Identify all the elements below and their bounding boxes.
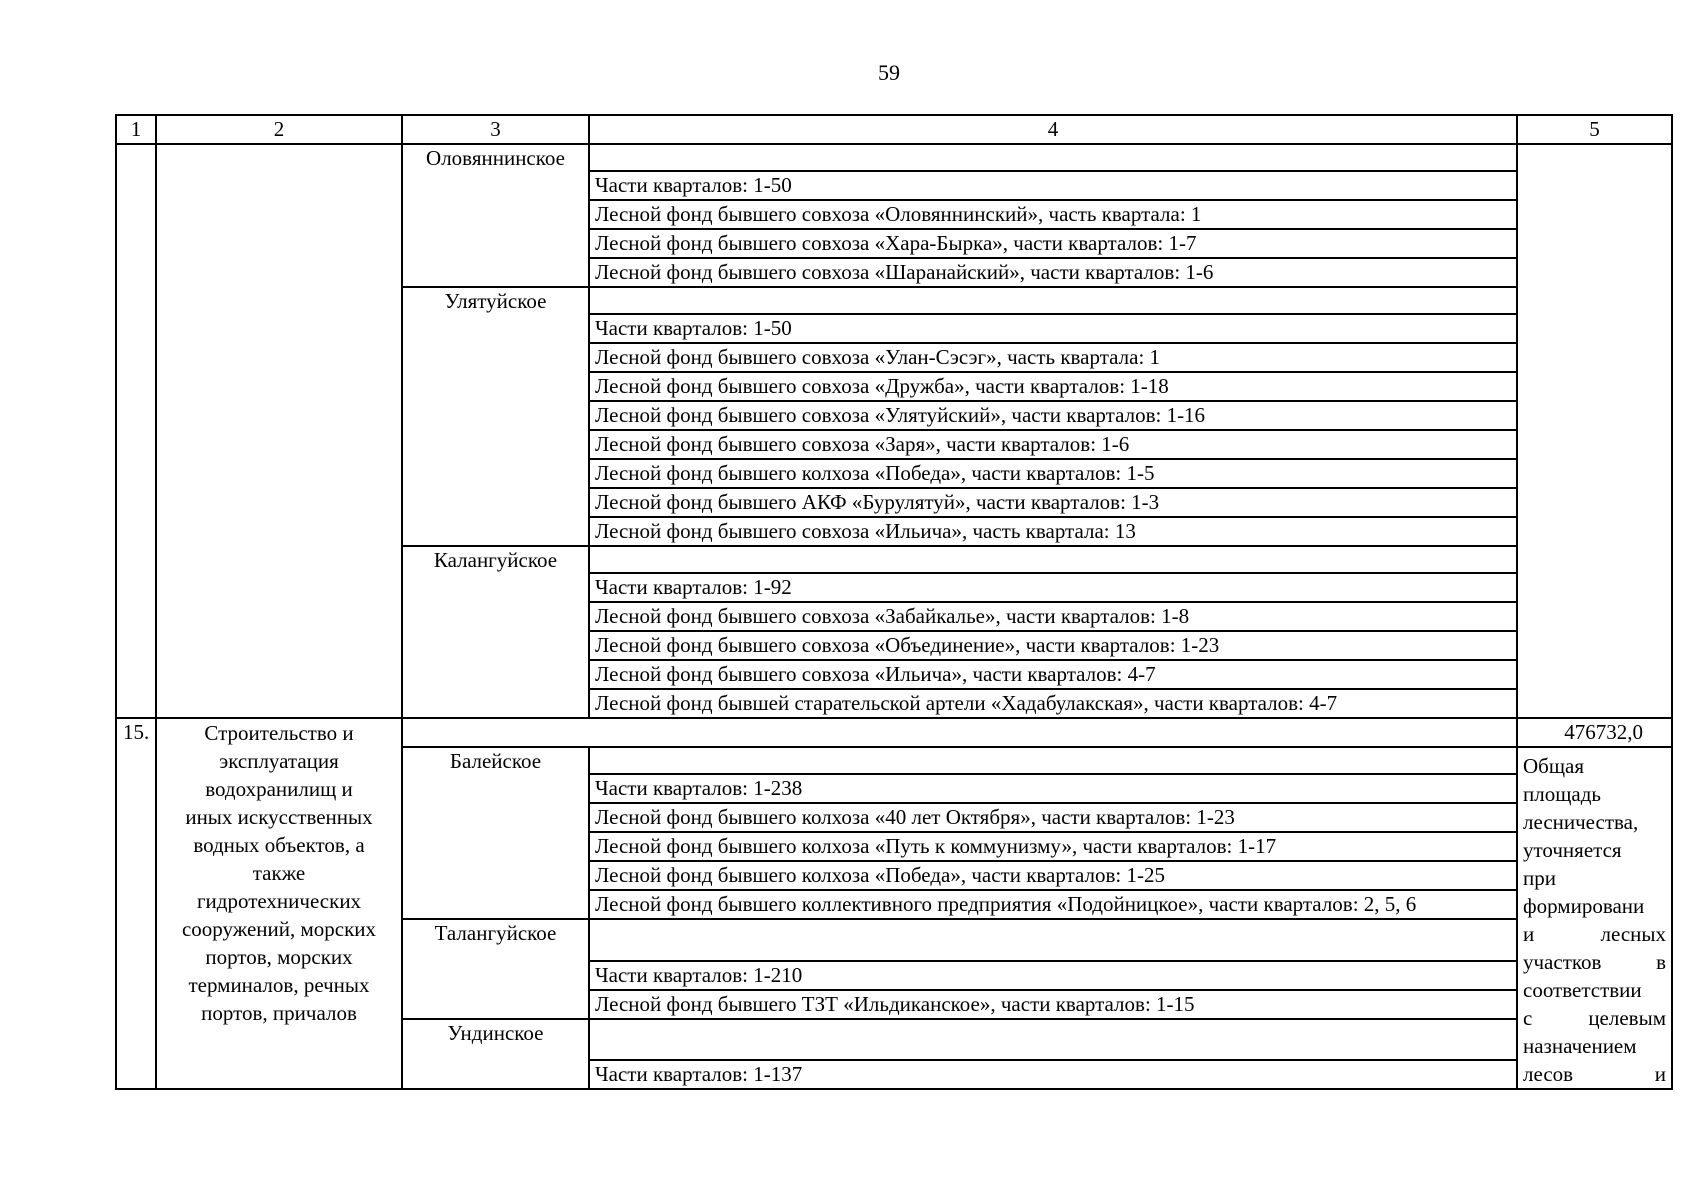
quarter-entry: Лесной фонд бывшего колхоза «Победа», части кварталов: 1-5	[589, 459, 1517, 488]
district-blank-cell	[589, 546, 1517, 573]
area-value: 476732,0	[1517, 718, 1672, 747]
purpose-line: гидротехнических	[196, 889, 362, 913]
area-note-line: лесов и	[1523, 1062, 1666, 1086]
area-note-line: участков в	[1523, 950, 1666, 974]
district-name: Талангуйское	[402, 919, 589, 1019]
district-name: Ундинское	[402, 1019, 589, 1090]
district-blank-cell	[589, 144, 1517, 171]
area-note-line: с целевым	[1523, 1006, 1666, 1030]
area-note-line: и лесных	[1523, 922, 1666, 946]
area-cell	[1517, 144, 1672, 718]
area-note-line: Общая	[1523, 754, 1585, 778]
quarter-entry: Лесной фонд бывшего колхоза «Путь к коммунизму», части кварталов: 1-17	[589, 832, 1517, 861]
quarter-entry: Лесной фонд бывшего совхоза «Заря», части кварталов: 1-6	[589, 430, 1517, 459]
quarter-entry: Части кварталов: 1-210	[589, 961, 1517, 990]
quarter-entry: Лесной фонд бывшего колхоза «Победа», части кварталов: 1-25	[589, 861, 1517, 890]
number-cell	[116, 144, 156, 718]
quarter-entry: Лесной фонд бывшего совхоза «Шаранайский», части кварталов: 1-6	[589, 258, 1517, 287]
header-col-1: 1	[116, 115, 156, 144]
header-col-4: 4	[589, 115, 1517, 144]
district-name: Калангуйское	[402, 546, 589, 718]
purpose-line: портов, морских	[205, 945, 353, 969]
purpose-cell	[156, 718, 402, 1089]
purpose-line: водохранилищ и	[205, 777, 353, 801]
purpose-line: водных объектов, а	[193, 833, 365, 857]
district-name: Балейское	[402, 747, 589, 919]
header-row	[116, 115, 1672, 144]
purpose-cell	[156, 144, 402, 718]
purpose-line: Строительство и	[204, 721, 354, 745]
quarter-entry: Части кварталов: 1-92	[589, 573, 1517, 602]
row-number: 15.	[116, 718, 156, 1089]
quarter-entry: Лесной фонд бывшего совхоза «Улан-Сэсэг», часть квартала: 1	[589, 343, 1517, 372]
page-number: 59	[878, 60, 900, 85]
area-note-line: лесничества,	[1523, 810, 1639, 834]
district-name: Улятуйское	[402, 287, 589, 546]
area-note-line: при	[1523, 866, 1556, 890]
area-note-line: соответствии	[1523, 978, 1642, 1002]
purpose-line: портов, причалов	[201, 1001, 357, 1025]
section-blank-cell	[402, 718, 1517, 747]
quarter-entry: Лесной фонд бывшего совхоза «Объединение», части кварталов: 1-23	[589, 631, 1517, 660]
district-blank-cell	[589, 919, 1517, 961]
quarter-entry: Лесной фонд бывшего совхоза «Оловяннинский», часть квартала: 1	[589, 200, 1517, 229]
area-note	[1517, 747, 1672, 1089]
purpose-line: терминалов, речных	[188, 973, 370, 997]
table-row	[116, 144, 1672, 171]
quarter-entry: Лесной фонд бывшего совхоза «Ильича», часть квартала: 13	[589, 517, 1517, 546]
quarter-entry: Лесной фонд бывшего совхоза «Улятуйский», части кварталов: 1-16	[589, 401, 1517, 430]
quarter-entry: Части кварталов: 1-137	[589, 1060, 1517, 1089]
header-col-5: 5	[1517, 115, 1672, 144]
area-note-line: площадь	[1523, 782, 1601, 806]
quarter-entry: Лесной фонд бывшей старательской артели «Хадабулакская», части кварталов: 4-7	[589, 689, 1517, 718]
quarter-entry: Лесной фонд бывшего совхоза «Забайкалье», части кварталов: 1-8	[589, 602, 1517, 631]
header-col-2: 2	[156, 115, 402, 144]
quarter-entry: Лесной фонд бывшего ТЗТ «Ильдиканское», части кварталов: 1-15	[589, 990, 1517, 1019]
quarter-entry: Части кварталов: 1-50	[589, 314, 1517, 343]
area-note-line: назначением	[1523, 1034, 1637, 1058]
area-note-line: уточняется	[1523, 838, 1622, 862]
header-col-3: 3	[402, 115, 589, 144]
quarter-entry: Лесной фонд бывшего коллективного предприятия «Подойницкое», части кварталов: 2, 5, 6	[589, 890, 1517, 919]
district-blank-cell	[589, 1019, 1517, 1061]
purpose-line: также	[252, 861, 306, 885]
quarter-entry: Лесной фонд бывшего колхоза «40 лет Октября», части кварталов: 1-23	[589, 803, 1517, 832]
table-row	[116, 718, 1672, 747]
purpose-line: сооружений, морских	[181, 917, 377, 941]
quarter-entry: Лесной фонд бывшего совхоза «Дружба», части кварталов: 1-18	[589, 372, 1517, 401]
area-note-line: формировани	[1523, 894, 1645, 918]
quarter-entry: Лесной фонд бывшего совхоза «Ильича», части кварталов: 4-7	[589, 660, 1517, 689]
purpose-line: эксплуатация	[219, 749, 339, 773]
quarter-entry: Лесной фонд бывшего АКФ «Бурулятуй», части кварталов: 1-3	[589, 488, 1517, 517]
district-blank-cell	[589, 747, 1517, 774]
quarter-entry: Части кварталов: 1-50	[589, 171, 1517, 200]
purpose-line: иных искусственных	[185, 805, 373, 829]
district-name: Оловяннинское	[402, 144, 589, 287]
quarter-entry: Лесной фонд бывшего совхоза «Хара-Бырка», части кварталов: 1-7	[589, 229, 1517, 258]
quarter-entry: Части кварталов: 1-238	[589, 774, 1517, 803]
forestry-table	[115, 114, 1673, 1090]
district-blank-cell	[589, 287, 1517, 314]
